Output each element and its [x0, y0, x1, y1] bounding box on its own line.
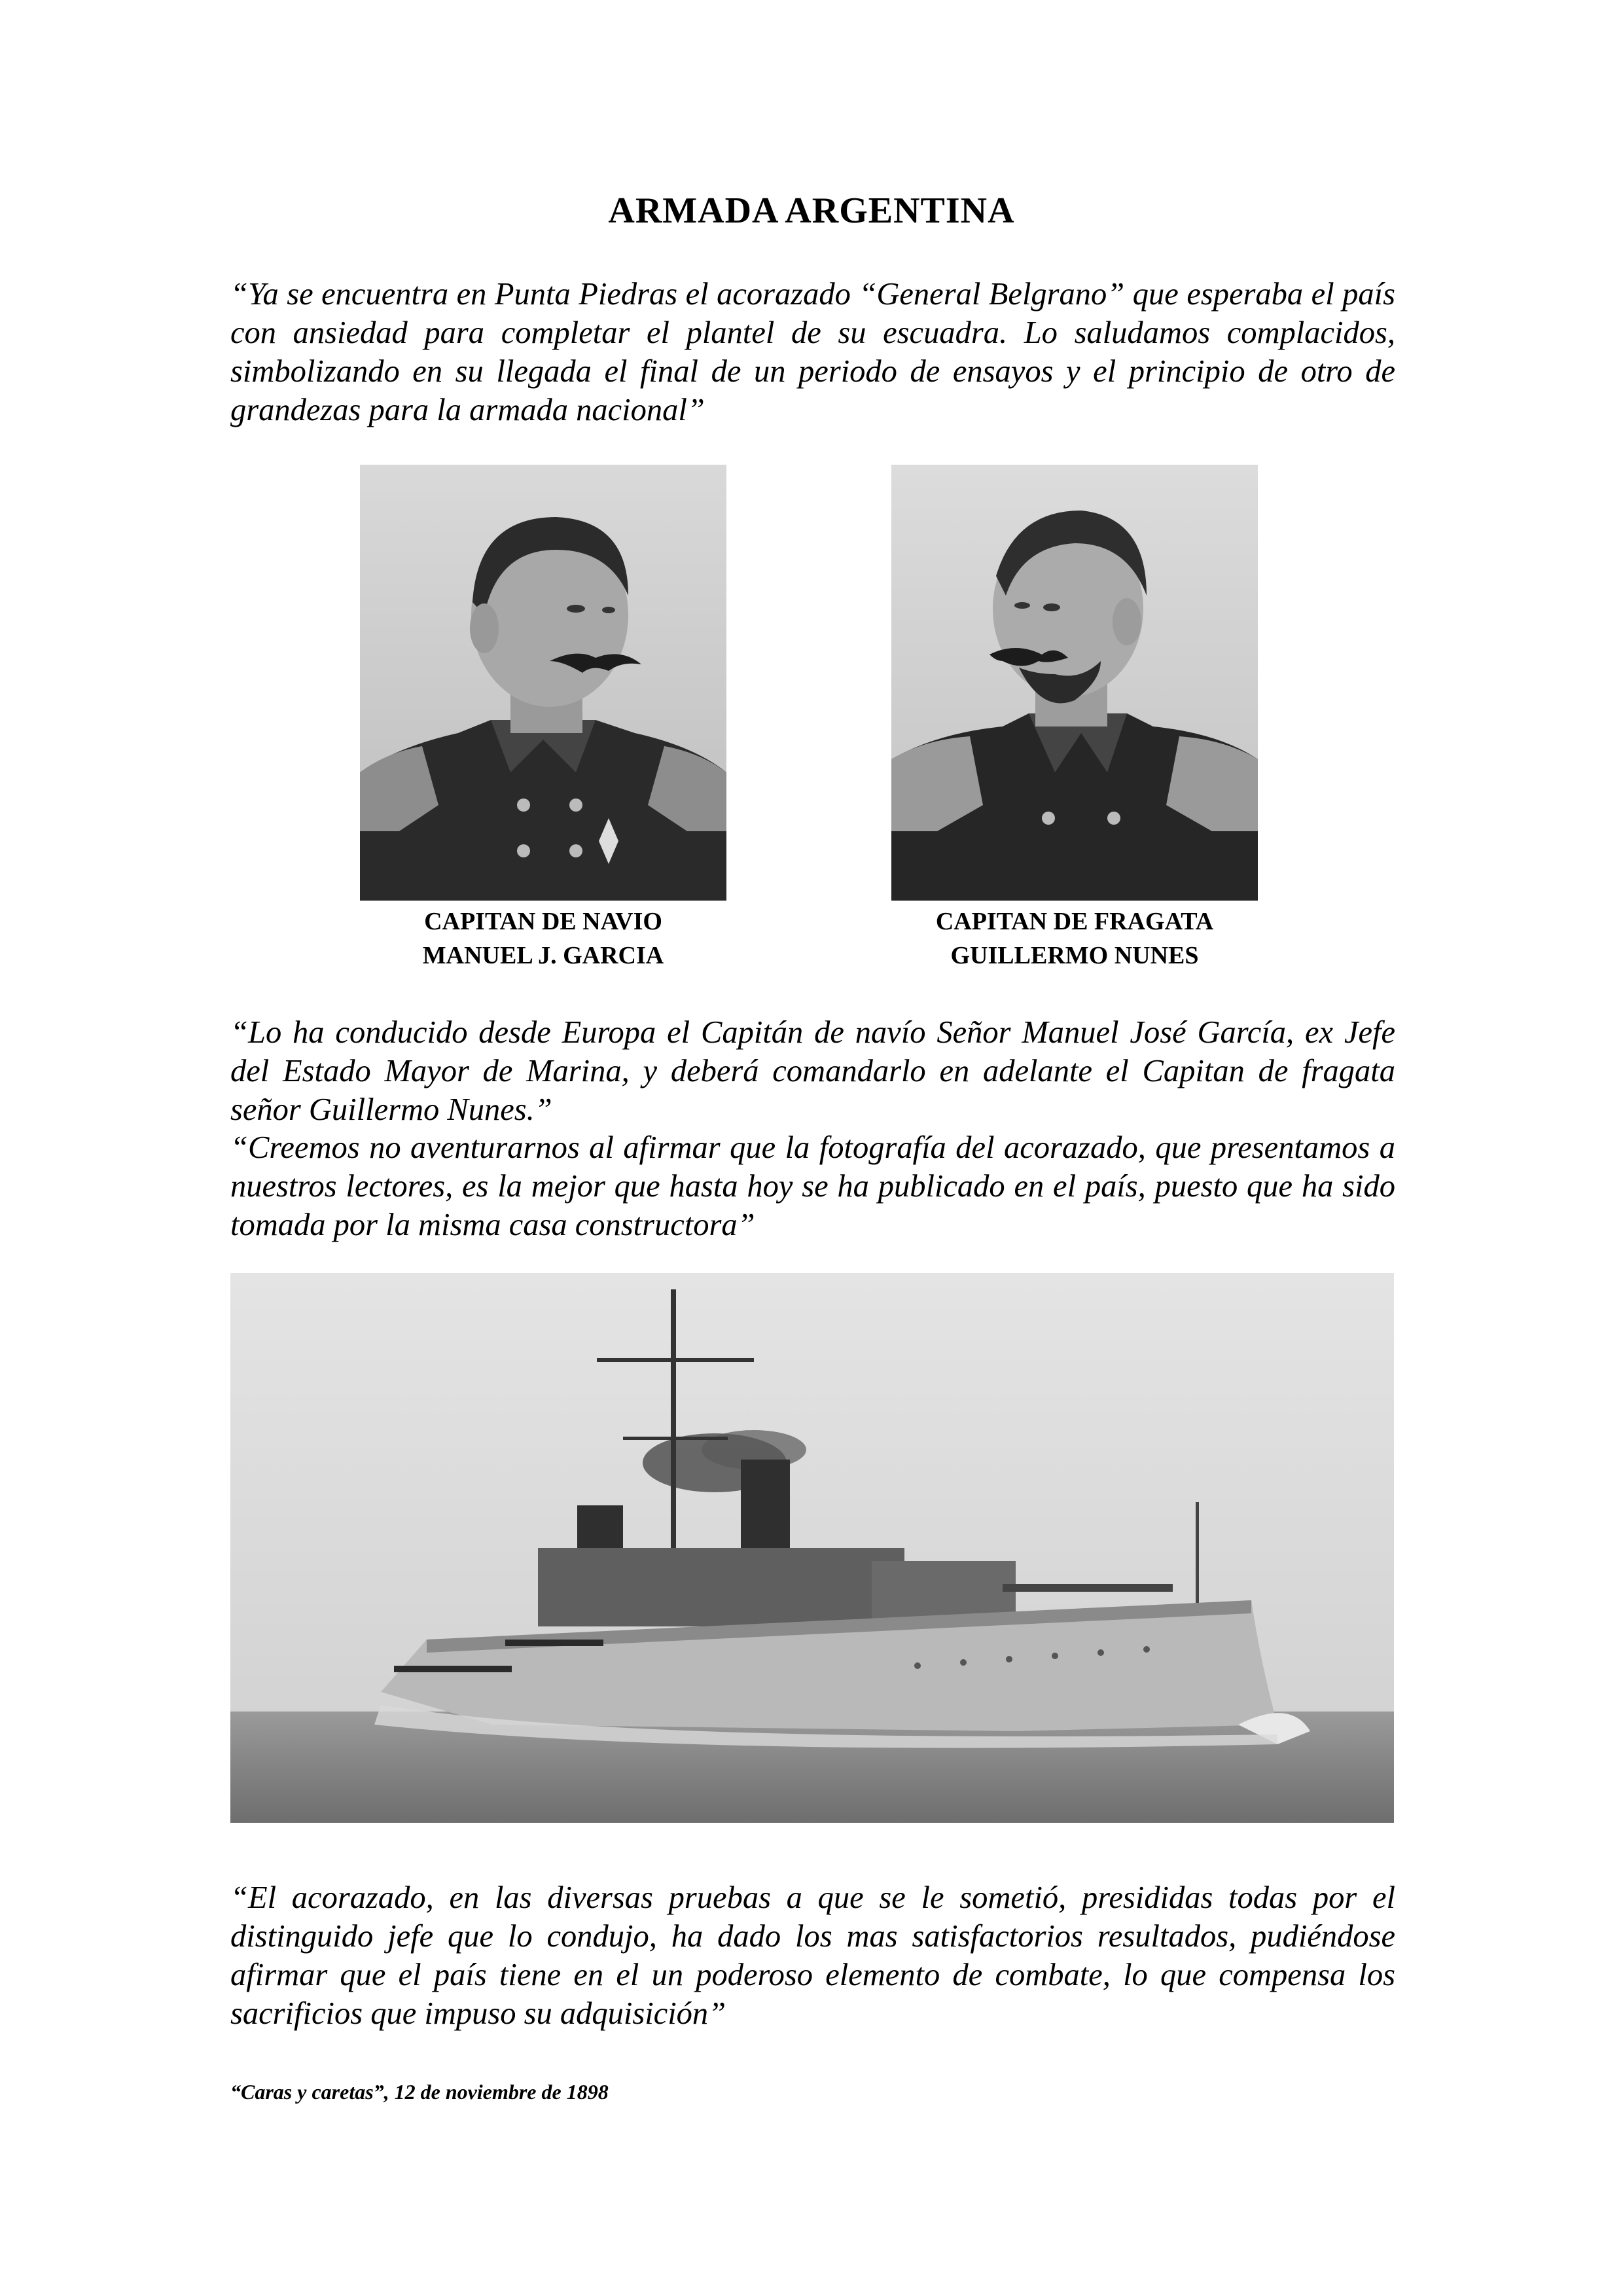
caption-garcia	[314, 905, 772, 973]
caption-garcia-rank: CAPITAN DE NAVIO	[424, 908, 662, 935]
battleship-photo	[230, 1273, 1394, 1823]
page-title: ARMADA ARGENTINA	[608, 190, 1015, 231]
quote-intro: “Ya se encuentra en Punta Piedras el acorazado “General Belgrano” que esperaba el país con ansiedad para completar el plantel de su escuadra. Lo saludamos complacidos, simbolizando en su llegada el final de un periodo de ensayos y el principio de otro de grandezas para la armada nacional”	[230, 277, 1395, 427]
source-citation: “Caras y caretas”, 12 de noviembre de 1898	[230, 2080, 609, 2104]
quote-trials: “El acorazado, en las diversas pruebas a que se le sometió, presididas todas por el distinguido jefe que lo condujo, ha dado los mas satisfactorios resultados, pudiéndose afirmar que el país tiene en el un poderoso elemento de combate, lo que compensa los sacrificios que impuso su adquisición”	[230, 1880, 1395, 2031]
quote-photograph: “Creemos no aventurarnos al afirmar que la fotografía del acorazado, que presentamos a nuestros lectores, es la mejor que hasta hoy se ha publicado en el país, puesto que ha sido tomada por la misma casa constructora”	[230, 1130, 1395, 1242]
quote-command: “Lo ha conducido desde Europa el Capitán de navío Señor Manuel José García, ex Jefe del Estado Mayor de Marina, y deberá comandarlo en adelante el Capitan de fragata señor Guillermo Nunes.”	[230, 1015, 1395, 1127]
portrait-photo-nunes	[891, 465, 1258, 901]
caption-nunes-rank: CAPITAN DE FRAGATA	[935, 908, 1214, 935]
caption-garcia-name: MANUEL J. GARCIA	[422, 942, 664, 969]
caption-nunes	[846, 905, 1304, 973]
portrait-photo-garcia	[360, 465, 726, 901]
caption-nunes-name: GUILLERMO NUNES	[950, 942, 1199, 969]
